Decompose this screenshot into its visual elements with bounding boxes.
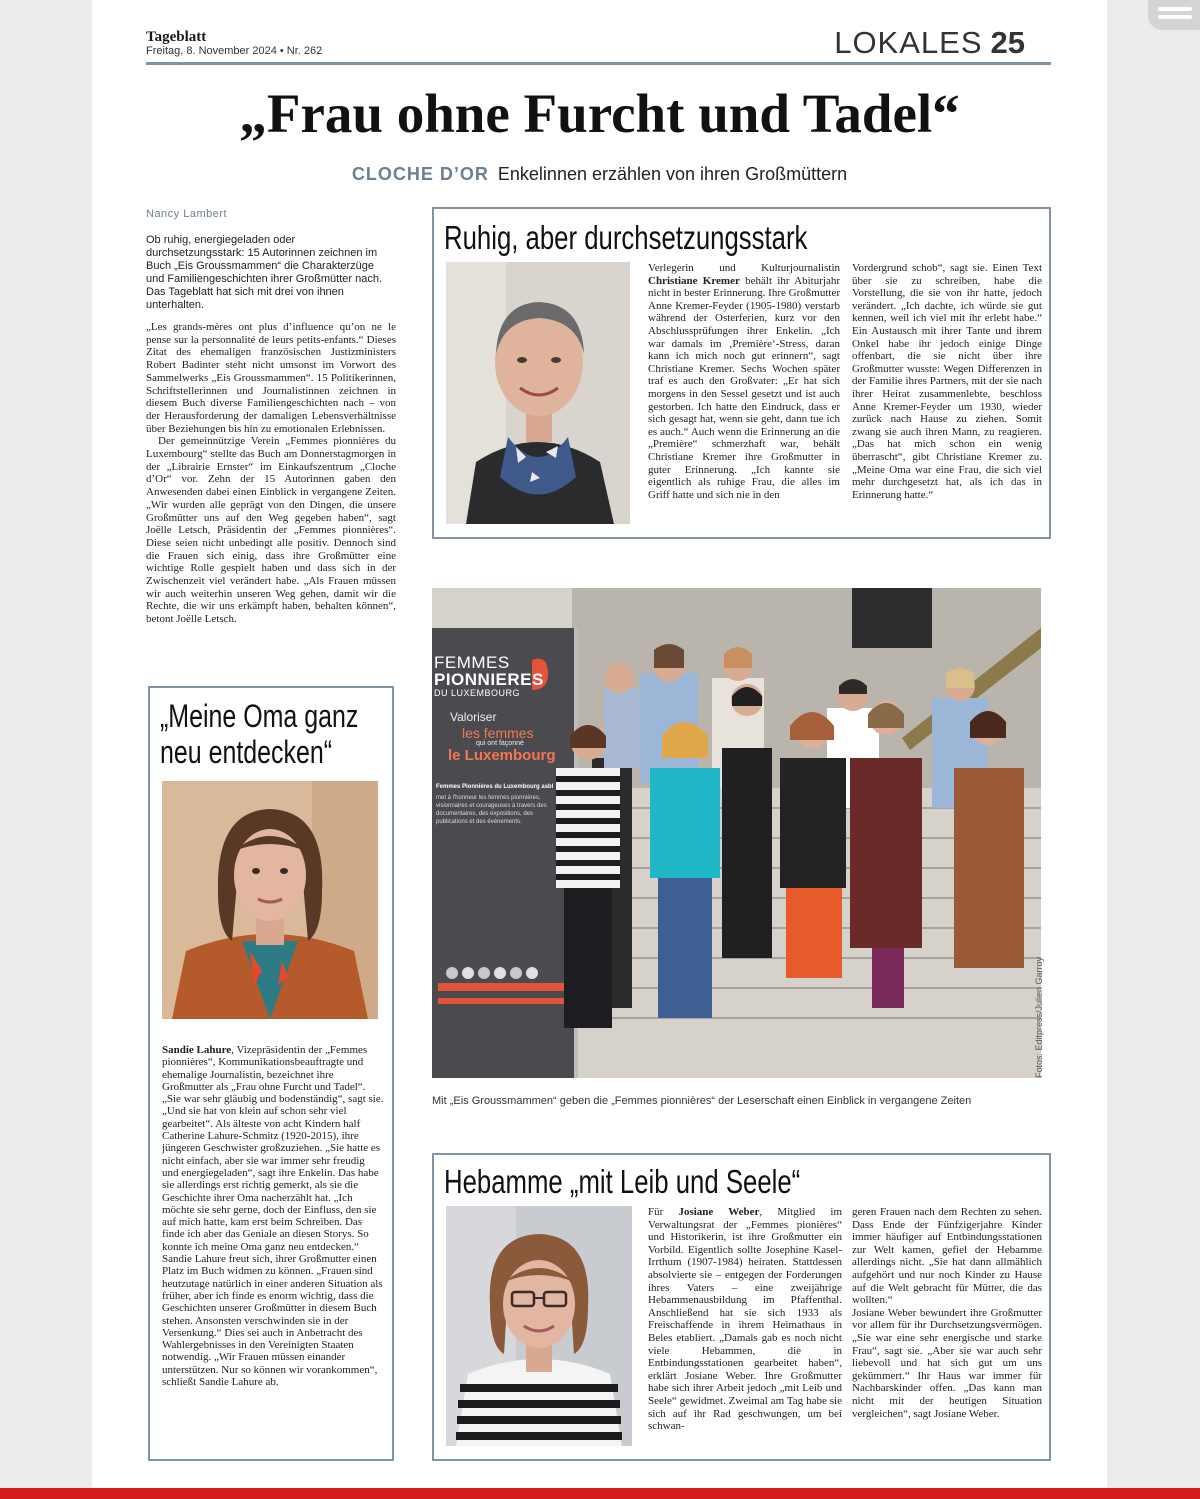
article-paragraph: „Les grands-mères ont plus d’influence qu’on ne le pense sur la personnalité de leurs petits-enfants.“ Dieses Zitat des ehemaligen französischen Justizministers Robert Badinter steht nicht umsonst im Vorwort des Sammelwerks „Eis Groussmammen“. 15 Politikerinnen, Schriftstellerinnen und Journalistinnen zeichnen in diesem Buch diverse Familiengeschichten nach – von der Herausforderung der damaligen Lebensverhältnisse über Beziehungen bis hin zu emotionalen Erlebnissen. <box>146 321 396 435</box>
sidebar-box-weber <box>432 1153 1051 1461</box>
banner-luxembourg: le Luxembourg <box>448 747 556 764</box>
author-byline: Nancy Lambert <box>146 208 228 220</box>
portrait-josiane-weber <box>446 1206 632 1446</box>
person-name: Sandie Lahure <box>162 1044 232 1056</box>
bottom-red-bar <box>0 1488 1200 1499</box>
banner-line: PIONNIERES <box>434 670 544 689</box>
masthead-date: Freitag, 8. November 2024 • Nr. 262 <box>146 45 323 57</box>
group-photo <box>432 588 1041 1078</box>
banner-line: FEMMES <box>434 653 510 672</box>
photo-caption: Mit „Eis Groussmammen“ geben die „Femmes pionnières“ der Leserschaft einen Einblick in vergangene Zeiten <box>432 1095 972 1107</box>
page-number: 25 <box>990 25 1025 60</box>
banner-qui-ont: qui ont façonné <box>476 740 524 747</box>
scroll-handle[interactable] <box>1148 0 1200 30</box>
photo-credit: Fotos: Editpress/Julien Garroy <box>1034 956 1044 1078</box>
headline: „Frau ohne Furcht und Tadel“ <box>239 83 960 144</box>
box-column-1 <box>648 262 840 501</box>
banner-title <box>434 654 544 699</box>
banner-line: DU LUXEMBOURG <box>434 688 521 698</box>
sidebar-box-kremer <box>432 207 1051 539</box>
masthead-rule <box>146 62 1051 65</box>
banner-les-femmes: les femmes <box>462 725 534 741</box>
section-name <box>834 25 1025 61</box>
portrait-sandie-lahure <box>162 781 378 1019</box>
box-column-1 <box>648 1206 842 1433</box>
article-paragraph: Der gemeinnützige Verein „Femmes pionnières du Luxembourg“ stellte das Buch am Donnerstagmorgen in der „Librairie Ernster“ im Einkaufszentrum „Cloche d’Or“ vor. Zehn der 15 Autorinnen gaben den Anwesenden dabei einen Einblick in vergangene Zeiten. „Wir wurden alle geprägt von den Dingen, die unsere Großmütter uns auf den Weg gegeben haben“, sagt Joëlle Letsch, Präsidentin der „Femmes pionnières“. Diese seien nicht unbedingt alle positiv. Dennoch sind die Frauen sich einig, dass ihre Großmütter eine wichtige Rolle gespielt haben und dass sich in der Zwischenzeit viel verändert habe. „Als Frauen müssen wir auch weiterhin unseren Weg gehen, damit wir die Rechte, die wir uns erkämpft haben, behalten können“, betont Joëlle Letsch. <box>146 435 396 626</box>
subhead <box>92 164 1107 185</box>
col-intro: Verlegerin und Kulturjournalistin <box>648 262 840 274</box>
banner-asbl: Femmes Pionnières du Luxembourg asbl <box>436 784 554 790</box>
subhead-text: Enkelinnen erzählen von ihren Großmüttern <box>497 164 848 184</box>
box-paragraph: geren Frauen nach dem Rechten zu sehen. Dass Ende der Fünfzigerjahre Kinder immer häufiger auf Entbindungsstationen zur Welt kamen, gefiel der Hebamme allerdings nicht. „Sie hat dann allmählich aufgehört und nur noch Kinder zu Hause auf die Welt gebracht für Mütter, die das wollten.“ <box>852 1206 1042 1307</box>
subhead-kicker: CLOCHE D’OR <box>351 164 489 184</box>
lead-paragraph: Ob ruhig, energiegeladen oder durchsetzungsstark: 15 Autorinnen zeichnen im Buch „Eis Groussmammen“ die Charakterzüge und Familiengeschichten ihrer Großmütter nach. Das Tageblatt hat sich mit drei von ihnen unterhalten. <box>146 234 382 311</box>
box-paragraph <box>162 1044 384 1253</box>
box-column-2: Vordergrund schob“, sagt sie. Einen Text über sie zu schreiben, habe die Vorstellung, die sie von ihr hatte, jedoch verändert. „Ich dachte, ich würde sie gut kennen, weil ich viel mit ihr erlebt habe.“ Ein Austausch mit ihrer Tante und ihrem Onkel habe ihr jedoch einige Dinge offenbart, die sie nicht über ihre Großmutter wusste: Wegen Differenzen in der Familie ihres Partners, mit der sie nach ihrer Heirat zusammenlebte, beschloss Anne Kremer-Feyder um 1930, wieder zurück nach Hause zu ziehen. Somit zwang sie auch ihren Mann, zu reagieren. „Das hat mich schon ein wenig überrascht“, gibt Christiane Kremer zu. „Meine Oma war eine Frau, die sich viel mehr durchgesetzt hat, als ich das in Erinnerung hatte.“ <box>852 262 1042 501</box>
newspaper-page <box>92 0 1107 1488</box>
portrait-christiane-kremer <box>446 262 630 524</box>
col-text: behält ihr Abiturjahr nicht in bester Erinnerung. Ihre Großmutter Anne Kremer-Feyder (1905-1980) verstarb während der Osterferien, kurz vor den Abschlussprüfungen ihrer Enkelin. „Ich war damals im ‚Première‘-Stress, daran kann ich mich noch gut erinnern“, sagt Christiane Kremer. Sechs Wochen später traf es auch den Großvater: „Er hat sich morgens in den Sessel gesetzt und ist auch gestorben. Ich hatte den Eindruck, dass er sich gesagt hat, wenn sie geht, dann tue ich es auch.“ Auch wenn die Erinnerung an die „Première“ schmerzhaft war, behält Christiane Kremer ihre Großmutter in guter Erinnerung. „Ich kannte sie eigentlich als ruhige Frau, die alles im Griff hatte und sich nie in den <box>648 274 840 501</box>
col-text: , Mitglied im Verwaltungsrat der „Femmes pionières“ und Historikerin, ist ihre Großmutter ein Vorbild. Eigentlich sollte Josephine Kasel-Irrthum (1907-1984) heiraten. Stattdessen absolvierte sie – entgegen der Forderungen ihres Vaters – eine zweijährige Hebammenausbildung im Pfaffenthal. Anschließend hat sie sich 1933 als Freischaffende in ihrem Heimathaus in Beles etabliert. „Damals gab es noch nicht viele Hebammen, die in Entbindungsstationen gearbeitet haben“, erklärt Josiane Weber. Ihre Großmutter habe sich ihrer Arbeit jedoch „mit Leib und Seele“ gewidmet. Zweimal am Tag habe sie sich auf ihr Rad geschwungen, um bei schwan- <box>648 1206 843 1433</box>
masthead-name: Tageblatt <box>146 29 207 45</box>
section-label: LOKALES <box>834 25 983 60</box>
article-body <box>146 321 396 626</box>
col-text: , Vizepräsidentin der „Femmes pionnières“, Kommunikationsbeauftragte und ehemalige Journalistin, bezeichnet ihre Großmutter als „Frau ohne Furcht und Tadel“. „Sie war sehr gläubig und bodenständig“, sagt sie. „Und sie hat von klein auf schon sehr viel gearbeitet“. Als älteste von acht Kindern half Catherine Lahure-Schmitz (1920-2015), ihre jüngeren Geschwister großzuziehen. „Sie hatte es nicht einfach, aber sie war immer sehr freudig und energiegeladen“, sagt ihre Enkelin. Das habe sie allerdings erst richtig gemerkt, als sie die Geschichte ihrer Oma nacherzählt hat. „Ich möchte sie sehr gerne, doch der Einfluss, den sie auf mich hatte, kam erst beim Schreiben. Das finde ich aber das Geniale an diesen Storys. So konnte ich meine Oma ganz neu entdecken.“ <box>162 1044 384 1253</box>
banner-small-text: met à l'honneur les femmes pionnières, visionnaires et courageuses à travers des documentaires, des expositions, des publications et des événements. <box>436 795 547 825</box>
person-name: Christiane Kremer <box>648 274 740 287</box>
box-column <box>162 1044 384 1388</box>
col-intro: Für <box>648 1206 679 1218</box>
person-name: Josiane Weber <box>678 1206 760 1218</box>
box-title: „Meine Oma ganz neu entdecken“ <box>160 698 359 770</box>
banner-valoriser: Valoriser <box>450 710 497 724</box>
box-paragraph: Sandie Lahure freut sich, ihrer Großmutter einen Platz im Buch widmen zu können. „Frauen sind heutzutage natürlich in einer anderen Situation als früher, aber ich finde es enorm wichtig, dass die Geschichten unserer Großmütter in diesem Buch stehen. Ansonsten verschwinden sie in der Versenkung.“ Dies sei auch in Anbetracht des Wahlergebnisses in den Vereinigten Staaten notwendig. „Wir Frauen müssen einander unterstützen. Nur so können wir vorankommen“, schließt Sandie Lahure ab. <box>162 1253 383 1389</box>
box-title: Hebamme „mit Leib und Seele“ <box>444 1163 801 1200</box>
box-column-2 <box>852 1206 1042 1420</box>
box-title: Ruhig, aber durchsetzungsstark <box>444 219 808 256</box>
sidebar-box-lahure <box>148 686 394 1461</box>
box-paragraph: Josiane Weber bewundert ihre Großmutter vor allem für ihr Durchsetzungsvermögen. „Sie war eine sehr energische und starke Frau“, sagt sie. „Aber sie war auch sehr liebevoll und hat sich gut um uns gekümmert.“ Ihr Haus war immer für Nachbarskinder offen. „Das kann man nicht mit der heutigen Situation vergleichen“, sagt Josiane Weber. <box>852 1306 1042 1420</box>
